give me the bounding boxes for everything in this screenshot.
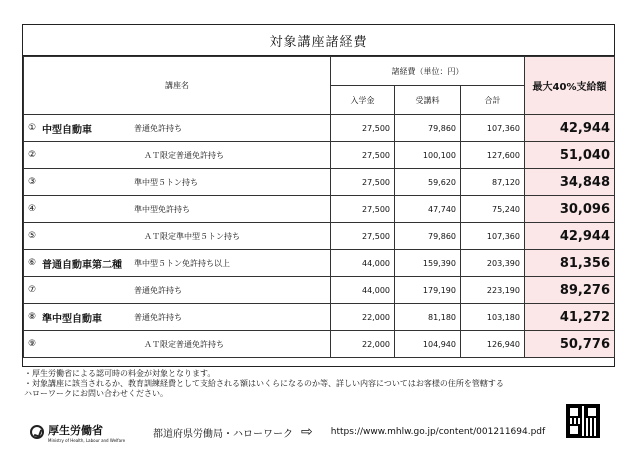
- total-fee: 75,240: [461, 196, 525, 223]
- course-name: 準中型５トン免許持ち以上: [134, 258, 230, 268]
- table-row: [24, 304, 615, 331]
- row-number: ②: [28, 150, 37, 160]
- total-fee: 107,360: [461, 223, 525, 250]
- tuition-fee: 159,390: [395, 250, 461, 277]
- row-number: ⑧: [28, 312, 37, 322]
- tuition-fee: 47,740: [395, 196, 461, 223]
- total-fee: 103,180: [461, 304, 525, 331]
- total-fee: 223,190: [461, 277, 525, 304]
- row-number: ⑥: [28, 258, 37, 268]
- total-fee: 127,600: [461, 142, 525, 169]
- max-payment: 30,096: [525, 196, 615, 223]
- course-cell: [24, 250, 331, 277]
- qr-code-icon[interactable]: [566, 404, 600, 438]
- max-payment: 42,944: [525, 115, 615, 142]
- mhlw-logo-icon: [30, 425, 44, 439]
- total-fee: 126,940: [461, 331, 525, 358]
- course-name: ＡＴ限定普通免許持ち: [144, 339, 224, 349]
- course-cell: [24, 304, 331, 331]
- note-line: ・厚生労働省による認可時の料金が対象となります。: [24, 369, 216, 378]
- course-cell: [24, 142, 331, 169]
- table-row: [24, 169, 615, 196]
- course-group: 準中型自動車: [42, 313, 102, 325]
- row-number: ④: [28, 204, 37, 214]
- notes: [24, 369, 624, 399]
- admission-fee: 44,000: [331, 250, 395, 277]
- admission-fee: 27,500: [331, 142, 395, 169]
- table-row: [24, 223, 615, 250]
- admission-fee: 22,000: [331, 331, 395, 358]
- admission-fee: 27,500: [331, 115, 395, 142]
- course-group: 普通自動車第二種: [42, 259, 122, 271]
- tuition-header: 受講料: [395, 86, 461, 115]
- admission-fee: 22,000: [331, 304, 395, 331]
- table-row: [24, 142, 615, 169]
- course-cell: [24, 196, 331, 223]
- admission-fee: 27,500: [331, 196, 395, 223]
- course-name: 普通免許持ち: [134, 123, 182, 133]
- admission-fee: 27,500: [331, 169, 395, 196]
- course-cell: [24, 331, 331, 358]
- tuition-fee: 79,860: [395, 223, 461, 250]
- max-payment: 81,356: [525, 250, 615, 277]
- tuition-fee: 104,940: [395, 331, 461, 358]
- row-number: ⑨: [28, 339, 37, 349]
- admission-fee: 44,000: [331, 277, 395, 304]
- table-row: [24, 331, 615, 358]
- row-number: ⑦: [28, 285, 37, 295]
- ministry-name-en: Ministry of Health, Labour and Welfare: [48, 437, 126, 443]
- course-name-header: 講座名: [24, 57, 331, 115]
- reference-url[interactable]: https://www.mhlw.go.jp/content/001211694.pdf: [330, 427, 546, 437]
- max-payment-header: 最大40%支給額: [525, 57, 615, 115]
- course-cell: [24, 277, 331, 304]
- ministry-logo: [30, 422, 125, 443]
- max-payment: 89,276: [525, 277, 615, 304]
- tuition-fee: 59,620: [395, 169, 461, 196]
- max-payment: 50,776: [525, 331, 615, 358]
- note-line: ハローワークにお問い合わせください。: [24, 389, 168, 398]
- course-cell: [24, 115, 331, 142]
- ministry-name: 厚生労働省: [48, 423, 103, 437]
- course-name: ＡＴ限定普通免許持ち: [144, 150, 224, 160]
- tuition-fee: 179,190: [395, 277, 461, 304]
- course-group: 中型自動車: [42, 124, 92, 136]
- fee-table-sheet: [22, 24, 615, 367]
- max-payment: 41,272: [525, 304, 615, 331]
- page-title: 対象講座諸経費: [23, 25, 614, 56]
- table-row: [24, 196, 615, 223]
- footer: [30, 418, 610, 446]
- max-payment: 42,944: [525, 223, 615, 250]
- course-name: ＡＴ限定準中型５トン持ち: [144, 231, 240, 241]
- office-label: 都道府県労働局・ハローワーク: [153, 428, 294, 440]
- table-row: [24, 250, 615, 277]
- course-name: 準中型免許持ち: [134, 204, 190, 214]
- total-header: 合計: [461, 86, 525, 115]
- table-row: [24, 277, 615, 304]
- course-cell: [24, 169, 331, 196]
- course-name: 普通免許持ち: [134, 285, 182, 295]
- course-name: 準中型５トン持ち: [134, 177, 198, 187]
- course-name: 普通免許持ち: [134, 312, 182, 322]
- tuition-fee: 100,100: [395, 142, 461, 169]
- table-row: [24, 115, 615, 142]
- fee-table: [23, 56, 615, 358]
- total-fee: 203,390: [461, 250, 525, 277]
- note-line: ・対象講座に該当されるか、教育訓練経費として支給される額はいくらになるのか等、詳しい内容についてはお客様の住所を管轄する: [24, 379, 504, 388]
- admission-header: 入学金: [331, 86, 395, 115]
- fees-header: 諸経費（単位：円）: [331, 57, 525, 86]
- tuition-fee: 79,860: [395, 115, 461, 142]
- arrow-right-icon: ⇨: [301, 424, 313, 440]
- max-payment: 34,848: [525, 169, 615, 196]
- course-cell: [24, 223, 331, 250]
- admission-fee: 27,500: [331, 223, 395, 250]
- row-number: ①: [28, 123, 37, 133]
- max-payment: 51,040: [525, 142, 615, 169]
- total-fee: 87,120: [461, 169, 525, 196]
- row-number: ⑤: [28, 231, 37, 241]
- total-fee: 107,360: [461, 115, 525, 142]
- tuition-fee: 81,180: [395, 304, 461, 331]
- row-number: ③: [28, 177, 37, 187]
